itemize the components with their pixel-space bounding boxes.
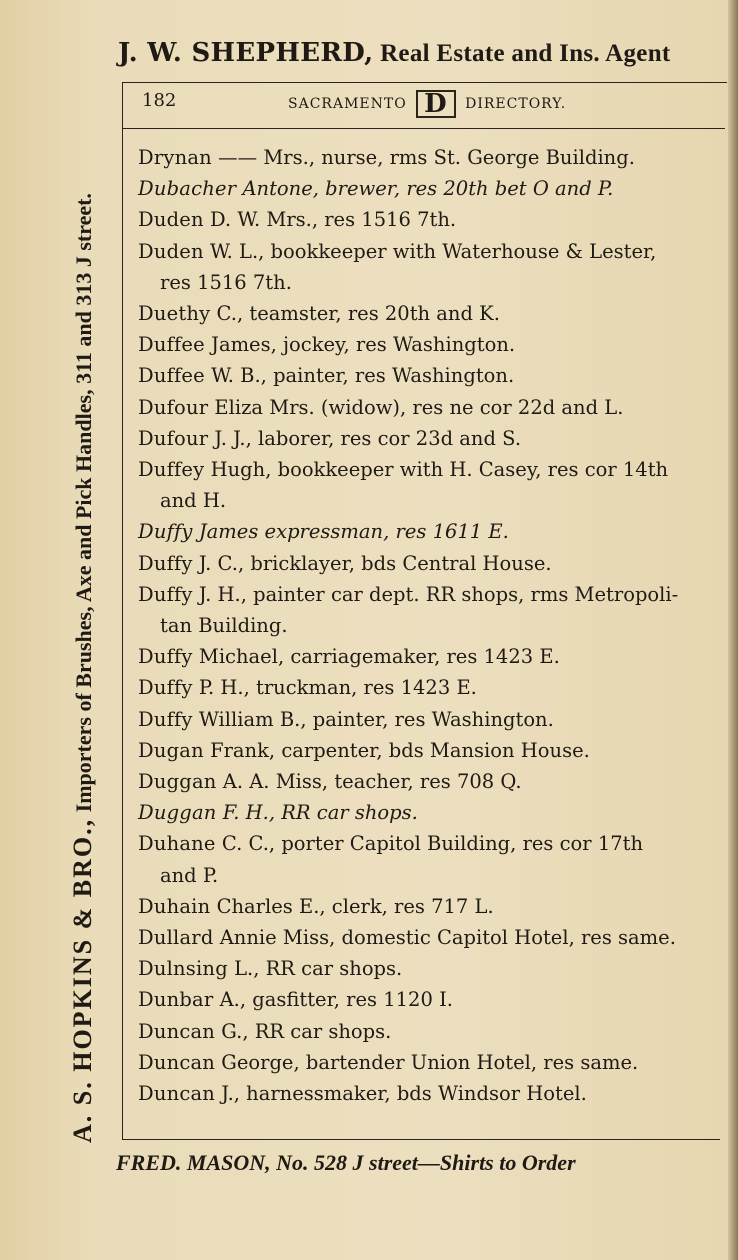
entry-details: Charles E., clerk, res 717 L. (210, 894, 494, 918)
bottom-rule (122, 1139, 720, 1140)
directory-entry (138, 1078, 728, 1109)
entry-surname: Duggan (138, 770, 217, 794)
directory-entry (138, 641, 728, 672)
entry-details: C. C., porter Capitol Building, res cor 17th (215, 832, 644, 856)
directory-entry (138, 922, 728, 953)
entry-continuation: res 1516 7th. (160, 270, 292, 294)
top-ad-name: J. W. SHEPHERD, (118, 38, 374, 68)
directory-entry (138, 548, 728, 579)
frame-left-rule (122, 82, 123, 1139)
entry-surname: Duffy (138, 676, 193, 700)
entry-surname: Dufour (138, 426, 209, 450)
directory-entries (138, 142, 728, 1109)
entry-details: Hugh, bookkeeper with H. Casey, res cor 14th (204, 458, 669, 482)
directory-entry (138, 797, 728, 828)
running-head-left: SACRAMENTO (288, 96, 407, 112)
entry-surname: Duffee (138, 333, 205, 357)
entry-details: J. J., laborer, res cor 23d and S. (208, 426, 522, 450)
entry-surname: Duhain (138, 894, 211, 918)
side-advertisement (68, 53, 98, 1143)
entry-details: A. A. Miss, teacher, res 708 Q. (216, 770, 522, 794)
directory-entry (138, 1047, 728, 1078)
entry-surname: Dulnsing (138, 957, 228, 981)
entry-details: Michael, carriagemaker, res 1423 E. (192, 645, 560, 669)
entry-details: D. W. Mrs., res 1516 7th. (203, 208, 457, 232)
entry-details: W. L., bookkeeper with Waterhouse & Lester, (203, 239, 657, 263)
entry-details: —— Mrs., nurse, rms St. George Building. (211, 146, 635, 169)
page-gutter-shadow (728, 0, 738, 1260)
directory-entry (138, 891, 728, 922)
directory-entry (138, 142, 728, 173)
side-ad-text: Importers of Brushes, Axe and Pick Handles, 311 and 313 J street. (71, 193, 96, 818)
directory-entry (138, 704, 728, 735)
directory-entry (138, 423, 728, 454)
entry-details: James expressman, res 1611 E. (192, 520, 509, 544)
entry-details: F. H., RR car shops. (216, 801, 418, 825)
page-number: 182 (142, 90, 177, 111)
top-advertisement (118, 38, 733, 68)
entry-surname: Duffee (138, 364, 205, 388)
entry-details: Annie Miss, domestic Capitol Hotel, res same. (213, 926, 676, 950)
directory-entry (138, 204, 728, 235)
entry-surname: Duggan (138, 801, 217, 825)
entry-details: P. H., truckman, res 1423 E. (192, 676, 477, 700)
entry-surname: Duffy (138, 520, 193, 544)
directory-entry (138, 298, 728, 329)
running-head-right: DIRECTORY. (465, 96, 567, 112)
directory-entry (138, 672, 728, 703)
entry-surname: Dunbar (138, 988, 214, 1012)
entry-details: Antone, brewer, res 20th bet O and P. (236, 177, 614, 201)
directory-entry (138, 236, 728, 298)
entry-surname: Duffy (138, 645, 193, 669)
entry-details: Frank, carpenter, bds Mansion House. (203, 738, 590, 762)
directory-entry (138, 984, 728, 1015)
entry-details: C., teamster, res 20th and K. (210, 302, 500, 326)
entry-surname: Dufour (138, 395, 209, 419)
top-ad-text: Real Estate and Ins. Agent (373, 40, 671, 67)
directory-entry (138, 516, 728, 547)
entry-continuation: and P. (160, 863, 219, 887)
header-rule (122, 128, 725, 129)
entry-details: George, bartender Union Hotel, res same. (215, 1050, 639, 1074)
entry-details: A., gasfitter, res 1120 I. (213, 988, 453, 1012)
directory-entry (138, 953, 728, 984)
entry-details: James, jockey, res Washington. (204, 333, 516, 357)
entry-surname: Duhane (138, 832, 216, 856)
entry-surname: Duncan (138, 1019, 216, 1043)
directory-entry (138, 735, 728, 766)
directory-entry (138, 1016, 728, 1047)
entry-surname: Duden (138, 208, 204, 232)
entry-surname: Dullard (138, 926, 214, 950)
entry-surname: Duffy (138, 582, 193, 606)
directory-entry (138, 828, 728, 890)
entry-surname: Duffy (138, 707, 193, 731)
entry-surname: Drynan (138, 146, 212, 169)
entry-surname: Duncan (138, 1050, 216, 1074)
side-ad-firm: A. S. HOPKINS & BRO., (68, 817, 97, 1143)
entry-continuation: tan Building. (160, 614, 288, 638)
entry-details: J. C., bricklayer, bds Central House. (192, 551, 552, 575)
entry-continuation: and H. (160, 489, 227, 513)
directory-entry (138, 579, 728, 641)
directory-entry (138, 392, 728, 423)
running-head (288, 90, 566, 118)
frame-top-rule (122, 82, 727, 83)
entry-surname: Dugan (138, 738, 204, 762)
entry-details: J. H., painter car dept. RR shops, rms Metropoli- (192, 582, 679, 606)
section-letter: D (416, 90, 456, 118)
entry-surname: Duethy (138, 302, 211, 326)
entry-details: W. B., painter, res Washington. (204, 364, 515, 388)
bottom-advertisement: FRED. MASON, No. 528 J street—Shirts to Order (116, 1150, 576, 1175)
directory-entry (138, 766, 728, 797)
entry-surname: Duffey (138, 458, 205, 482)
entry-details: G., RR car shops. (215, 1019, 392, 1043)
entry-surname: Duncan (138, 1082, 216, 1106)
entry-details: L., RR car shops. (227, 957, 403, 981)
entry-details: J., harnessmaker, bds Windsor Hotel. (215, 1082, 587, 1106)
entry-details: Eliza Mrs. (widow), res ne cor 22d and L. (208, 395, 624, 419)
entry-details: William B., painter, res Washington. (192, 707, 554, 731)
directory-entry (138, 454, 728, 516)
entry-surname: Duden (138, 239, 204, 263)
directory-entry (138, 360, 728, 391)
entry-surname: Duffy (138, 551, 193, 575)
directory-entry (138, 329, 728, 360)
directory-entry (138, 173, 728, 204)
entry-surname: Dubacher (138, 177, 237, 201)
